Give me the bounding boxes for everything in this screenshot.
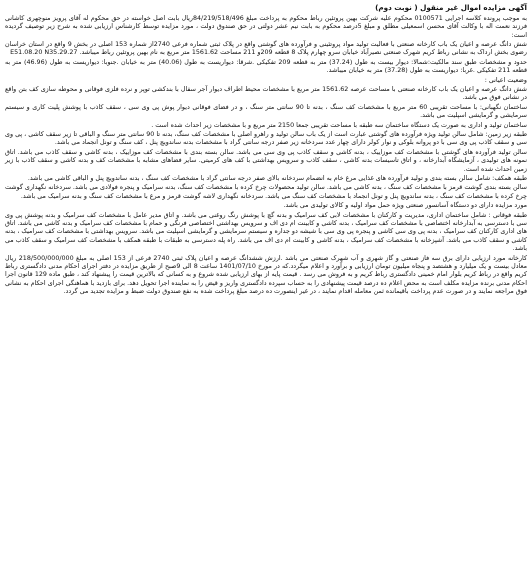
paragraph-ground-floor: طبقه همکف: شامل سالن بسته بندی و تولید فرآورده های غذایی مرغ خام به انضمام سردخانه بالای صفر درجه سانتی گراد با مشخصات کف سنگ ، بدنه ساندویچ پنل و الباقی کاشی می باشد.	[27, 175, 527, 183]
paragraph-upper-floor: طبقه فوقانی : شامل ساختمان اداری، مدیریت و کارکنان با مشخصات لابی کف سرامیک و بدنه گچ با پوشش رنگ روغنی می باشد. و اتاق مدیر عامل با مشخصات کف سرامیک و بدنه پوشش پی وی سی با دسترسی به آبدارخانه اختصاصی با مشخصات کف سرامیک ، بدنه کاشی و کابینت ام دی اف و سرویس بهداشتی اختصاصی فرنگی و حمام با مشخصات کف سرامیک و بدنه کاشی می باشد. اتاق های اداری کارکنان کف سرامیک ، بدنه پی وی سی کاشی و پنجره پی وی سی با شیشه دو جداره و سیستم سرمایشی و گرمایشی اسپلیت می باشد. سرویس بهداشتی با مشخصات کف سرامیک ، بدنه کاشی و سقف کاذب می باشد. آشپزخانه با مشخصات کف سرامیک ، بدنه کاشی و کابینت ام دی اف می باشد. راه پله دسترسی به طبقات با طبقه همکف با مشخصات کف سرامیک و سقف کاذب می باشد.	[5, 211, 527, 253]
notice-title: آگهی مزایده اموال غیر منقول ( نوبت دوم)	[375, 3, 527, 12]
paragraph-elevators: مورد مزایده دارای دو دستگاه آسانسور صنعتی ویژه حمل مواد اولیه و کالای تولیدی می باشد.	[283, 202, 527, 210]
paragraph-building-overview: شش دانگ عرصه و اعیان یک باب کارخانه صنعتی با مساحت عرصه 1561.62 متر مربع با مشخصات محیط اطراف دیوار آجر سفال با بندکشی توپر و نرده فلزی فوقانی و محوطه سازی کف بتن واقع در نشانی فوق می باشد.	[5, 86, 527, 102]
paragraph-intro: به موجب پرونده کلاسه اجرایی 0100571 محکوم علیه شرکت بهین پروتئین رباط محکوم به پرداخت مبلغ 84/219/518/496ریال بابت اصل خواسته در حق محکوم له آقای پرویز منوچهری کاشانی فرزند نعمت اله با وکالت آقای محسن اسمعیلی مطلق و مبلغ 5درصد محکوم به بابت نیم عشر دولتی در حق صندوق دولت ، مورد مزایده توسط کارشناس ارزیابی شده به شرح زیر توصیف گردیده است:	[5, 15, 528, 39]
paragraph-boundaries: حدود و مشخصات طبق سند مالکیت:شمالا: دیوار بیست به طول (37.24) متر به قطعه 209 تفکیکی .شرقا: دیواریست به طول (40.06) متر به خیابان .جنوبا: دیواریست به طول (46.96) متر به قطعه 211 تفکیکی .غربا: دیواریست به طول (37.28) متر به خیابان میباشد.	[5, 58, 527, 75]
paragraph-production-building: ساختمان تولید و اداری به صورت یک دستگاه ساختمان سه طبقه با مساحت تقریبی جمعا 2150 متر مربع و با مشخصات زیر احداث شده است .	[151, 121, 527, 129]
paragraph-guard-building: ساختمان نگهبانی: با مساحت تقریبی 60 متر مربع با مشخصات کف سنگ ، بدنه تا 90 سانتی متر سنگ ، و در فضای فوقانی دیوار پوش پی وی سی ، سقف کاذب با پوشش پلیت کاری و سیستم سرمایشی و گرمایشی اسپلیت می باشد.	[5, 103, 528, 120]
paragraph-status-heading: وضعیت اعیانی :	[484, 76, 527, 84]
paragraph-property: شش دانگ عرصه و اعیان یک باب کارخانه صنعتی با فعالیت تولید مواد پروتئینی و فرآورده های گوشتی واقع در پلاک ثبتی شماره فرعی 2740از شماره 153 اصلی در بخش 9 واقع در استان خراسان رضوی بخش ارداک به نشانی رباط کریم شهرک صنعتی نصیرآباد خیابان سرو چهارم پلاک 8 قطعه 209و 211 مساحت 1561.62 متر مربع به نام بهین پروتئین رباط میباشد. E51.08.20 N35.29.27	[5, 41, 527, 57]
paragraph-valuation-terms: کارخانه مورد ارزیابی دارای برق سه فاز صنعتی و گاز شهری و آب شهرک صنعتی می باشد .ارزش ششدانگ عرصه و اعیان پلاک ثبتی 2740 فرعی از 153 اصلی به مبلغ 218/500/000/000 ریال معادل بیست و یک میلیارد و هشتصد و پنجاه میلیون تومان ارزیابی و برآورد و اعلام میگردد.که در مورخ 1401/07/10 ساعت 8 الی 9صبح از طریق مزایده در دفتر اجرای احکام مدنی دادگستری رباط کریم واقع در رباط کریم بلوار امام خمینی دادگستری رباط کریم و به فروش می رسد . قیمت پایه از بهای ارزیابی شده شروع و به کسانی که بالاترین قیمت را پیشنهاد کند ، طبق ماده 129 قانون اجرا احکام مدنی برنده مزایده مکلف است به محض اعلام ده درصد قیمت پیشنهادی را به حساب سپرده دادگستری واریز و قیض را به نماینده اجرا تحویل دهد. برای بازدید با هماهنگی اجرای احکام به نشانی فوق مراجعه نمایند و در صورت عدم پرداخت باقیمانده ثمن معامله اقدام نمایند ، در غیر اینصورت ده درصد مبلغ پرداخت شده به نفع صندوق دولت ضبط و مزایده تجدید می گردد.	[5, 254, 528, 295]
paragraph-packaging-halls: سالن بسته بندی گوشت قرمز با مشخصات کف سنگ ، بدنه کاشی می باشد. سالن تولید محصولات چرخ کرده با مشخصات کف سنگ، بدنه سرامیک و پنجره فولادی می باشد. سردخانه نگهداری گوشت چرخ کرده با مشخصات کف سنگ ، بدنه ساندویچ پنل و تونل انجماد با مشخصات کف سنگ می باشد. سردخانه نگهداری لاشه گوشت قرمز و مرغ با مشخصات کف سنگ و بدنه سرامیک می باشد.	[5, 184, 527, 200]
paragraph-basement: طبقه زیر زمین: شامل سالن تولید ویژه فرآورده های گوشتی عبارت است از یک باب سالن تولید و راهرو اصلی با مشخصات کف سنگ، بدنه تا 90 سانتی متر سنگ و الباقی تا زیر سقف کاشی ، پی وی سی و سقف کاذب پی وی سی با دو پروانه بلوکی و نوار کولر دارای چهار عدد سردخانه زیر صفر درجه سانتی گراد با مشخصات بدنه ساندویچ پنل ، کف سنگ و تونل انجماد می باشد.	[5, 131, 527, 147]
paragraph-production-halls: سالن تولید فرآورده های گوشتی با مشخصات کف موزاییک ، بدنه کاشی و سقف کاذب پی وی سی می باشد. سالن بسته بندی با مشخصات کف موزاییک ، بدنه کاشی و سقف کاذب می باشد. اتاق نمونه های تولیدی ، آزمایشگاه آبدارخانه ، و اتاق تاسیسات بدنه کاشی ، سقف کاذب و سرویس بهداشتی با کف های کرمیتی. سایر فضاهای مشابه با مشخصات کف و بدنه کاشی و سقف کاذب با زیر زمین احداث شده است.	[5, 148, 527, 173]
